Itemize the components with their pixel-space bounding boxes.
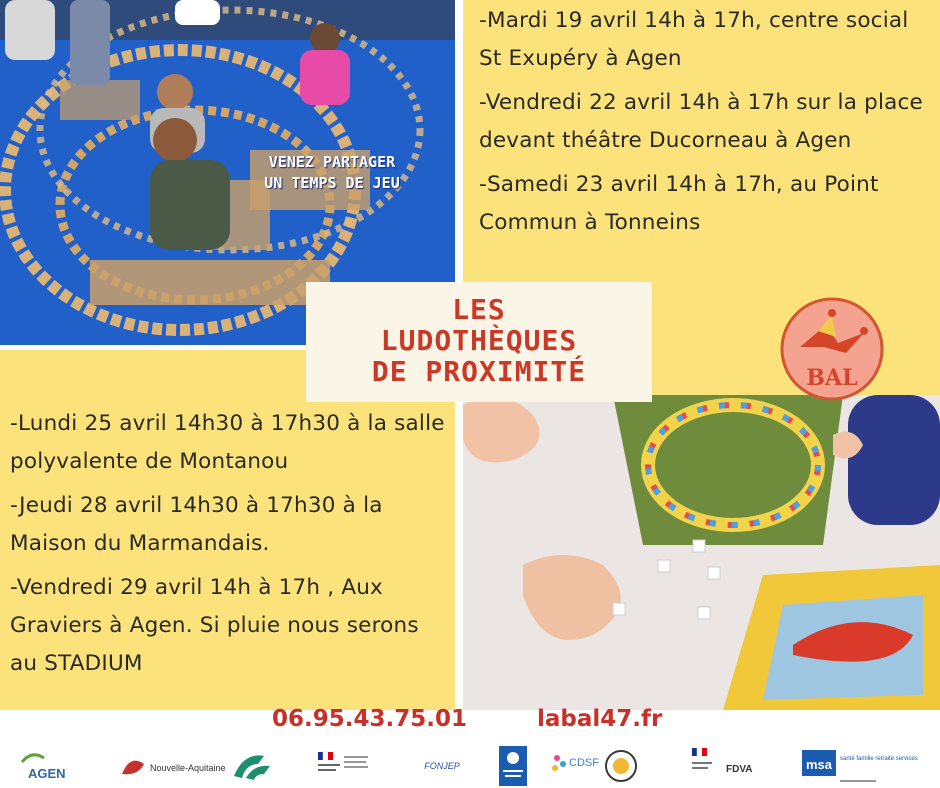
msa-logo-mark <box>800 746 918 786</box>
credit-agricole-logo <box>228 748 276 784</box>
tagline <box>232 152 432 194</box>
event-item: -Lundi 25 avril 14h30 à 17h30 à la salle polyvalente de Montanou <box>10 411 445 474</box>
tagline-line-2: UN TEMPS DE JEU <box>264 174 400 192</box>
events-list-left <box>10 405 450 689</box>
website-link[interactable]: labal47.fr <box>537 706 663 732</box>
title-line-2: LUDOTHÈQUES <box>380 324 578 357</box>
msa-logo <box>800 748 918 784</box>
nouvelle-aquitaine-logo-mark <box>118 748 226 784</box>
title-box <box>306 282 652 402</box>
fonjep-logo <box>418 748 466 784</box>
photo-board-game-illustration <box>463 395 940 710</box>
svg-text:msa: msa <box>805 757 833 772</box>
tagline-line-1: VENEZ PARTAGER <box>268 153 396 171</box>
event-item: -Samedi 23 avril 14h à 17h, au Point Commun à Tonneins <box>479 172 879 235</box>
cdsf-logo-mark <box>547 748 607 784</box>
event-item: -Jeudi 28 avril 14h30 à 17h30 à la Maison du Marmandais. <box>10 493 383 556</box>
fdva-logo <box>690 748 756 784</box>
photo-board-game <box>463 395 940 710</box>
agen-logo-mark <box>18 748 80 784</box>
badge-icon <box>604 748 638 784</box>
svg-text:Nouvelle-Aquitaine: Nouvelle-Aquitaine <box>150 763 226 773</box>
event-item: -Vendredi 22 avril 14h à 17h sur la place devant théâtre Ducorneau à Agen <box>479 90 923 153</box>
event-item: -Vendredi 29 avril 14h à 17h , Aux Graviers à Agen. Si pluie nous serons au STADIUM <box>10 575 419 676</box>
svg-text:FDVA: FDVA <box>726 764 753 775</box>
title-line-1: LES <box>452 293 506 326</box>
republique-francaise-logo <box>316 748 372 784</box>
svg-text:AGEN: AGEN <box>28 766 66 781</box>
svg-text:CDSF: CDSF <box>569 757 599 769</box>
marianne-icon <box>316 748 372 784</box>
credit-agricole-icon <box>228 748 276 784</box>
title-line-3: DE PROXIMITÉ <box>371 355 587 388</box>
bal-logo <box>778 295 886 403</box>
caf-icon <box>497 746 529 786</box>
svg-text:santé famille retraite service: santé famille retraite services <box>840 756 918 762</box>
caf-logo <box>497 748 529 784</box>
round-badge-logo <box>604 748 638 784</box>
fdva-logo-mark <box>690 746 756 786</box>
event-item: -Mardi 19 avril 14h à 17h, centre social St Exupéry à Agen <box>479 8 909 71</box>
bal-logo-text: BAL <box>806 365 858 391</box>
phone-number[interactable]: 06.95.43.75.01 <box>272 706 467 732</box>
agen-logo <box>18 748 80 784</box>
events-list-top <box>479 2 931 248</box>
fonjep-text: FONJEP <box>424 761 460 771</box>
nouvelle-aquitaine-logo <box>118 748 226 784</box>
cdsf-logo <box>547 748 607 784</box>
